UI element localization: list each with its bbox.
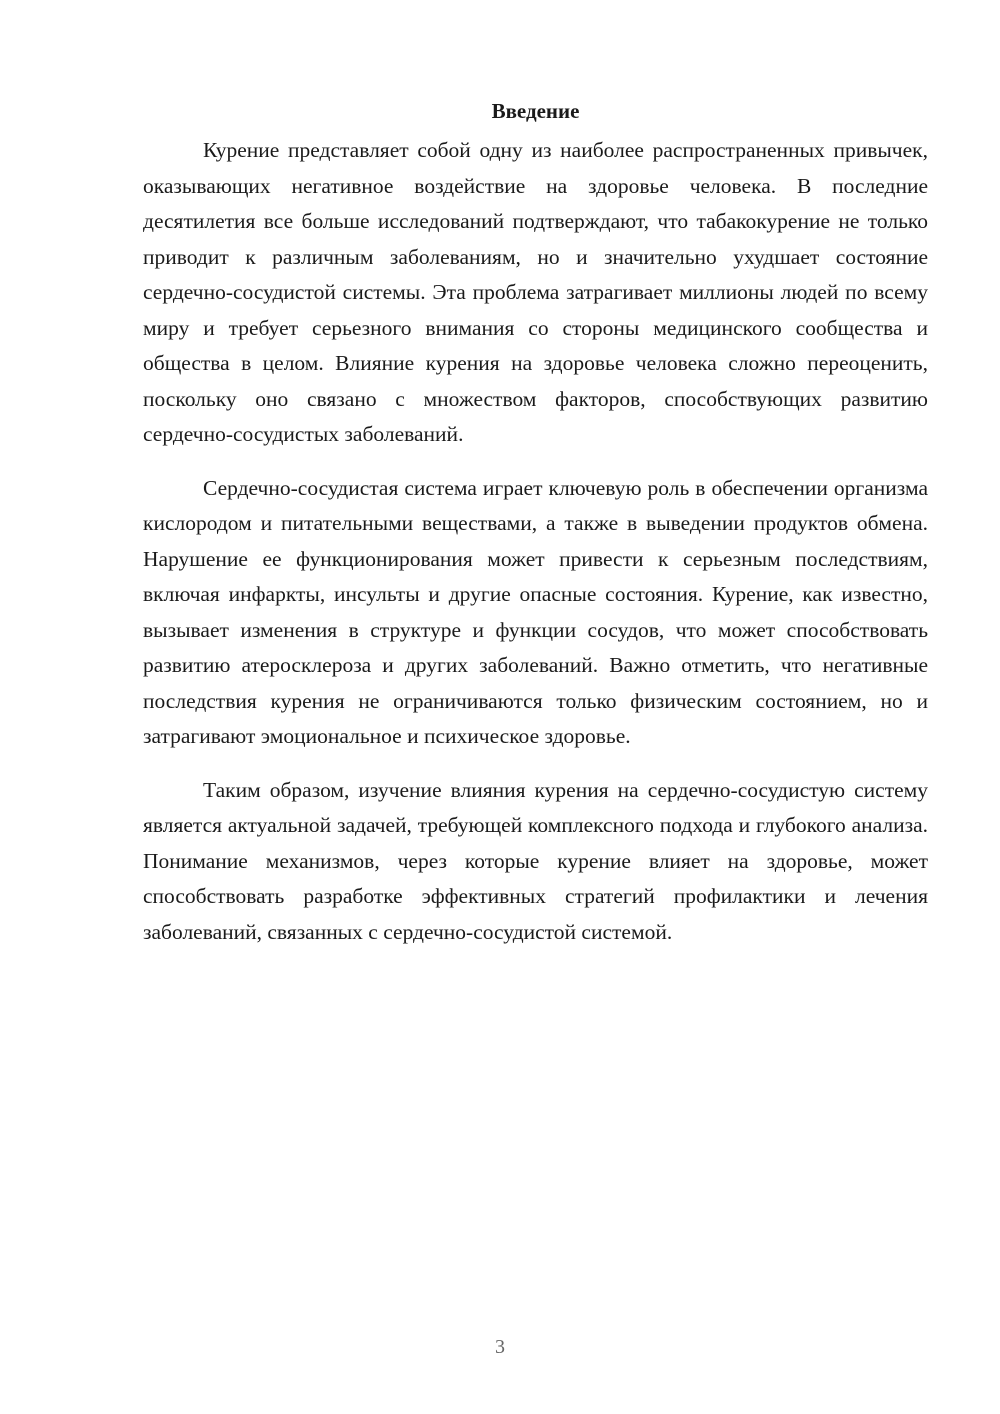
page-content [143, 95, 928, 968]
paragraph-2: Сердечно-сосудистая система играет ключевую роль в обеспечении организма кислородом и питательными веществами, а также в выведении продуктов обмена. Нарушение ее функционирования может привести к серьезным последствиям, включая инфаркты, инсульты и другие опасные состояния. Курение, как известно, вызывает изменения в структуре и функции сосудов, что может способствовать развитию атеросклероза и других заболеваний. Важно отметить, что негативные последствия курения не ограничиваются только физическим состоянием, но и затрагивают эмоциональное и психическое здоровье. [143, 475, 928, 748]
section-title: Введение [491, 99, 580, 123]
page-number: 3 [495, 1336, 505, 1358]
paragraph-1: Курение представляет собой одну из наиболее распространенных привычек, оказывающих негативное воздействие на здоровье человека. В последние десятилетия все больше исследований подтверждают, что табакокурение не только приводит к различным заболеваниям, но и значительно ухудшает состояние сердечно-сосудистой системы. Эта проблема затрагивает миллионы людей по всему миру и требует серьезного внимания со стороны медицинского сообщества и общества в целом. Влияние курения на здоровье человека сложно переоценить, поскольку оно связано с множеством факторов, способствующих развитию сердечно-сосудистых заболеваний. [143, 138, 928, 446]
paragraph-3: Таким образом, изучение влияния курения на сердечно-сосудистую систему является актуальной задачей, требующей комплексного подхода и глубокого анализа. Понимание механизмов, через которые курение влияет на здоровье, может способствовать разработке эффективных стратегий профилактики и лечения заболеваний, связанных с сердечно-сосудистой системой. [143, 777, 928, 944]
